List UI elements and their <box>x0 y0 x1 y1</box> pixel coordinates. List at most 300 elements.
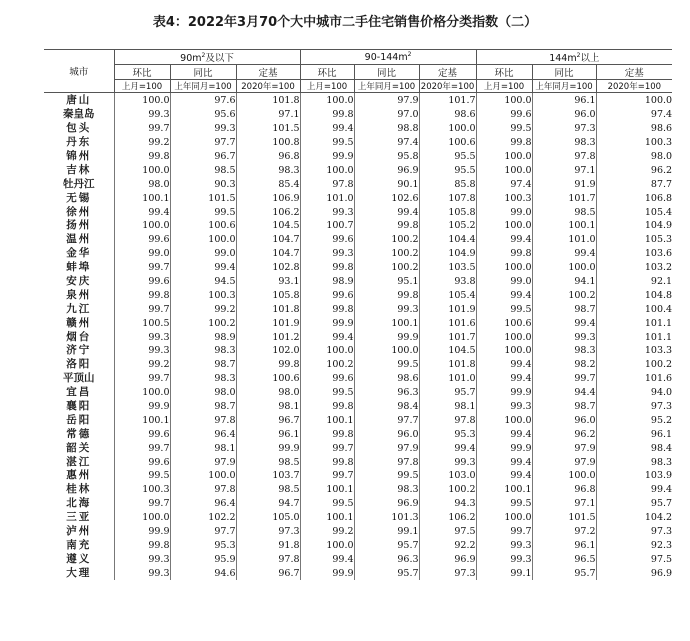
index-value: 100.2 <box>532 288 596 302</box>
index-value: 94.4 <box>532 386 596 400</box>
index-value: 99.3 <box>114 344 170 358</box>
table-row <box>44 191 672 205</box>
index-value: 99.0 <box>476 205 532 219</box>
sub-header-yoy: 同比 <box>532 65 596 80</box>
index-value: 100.0 <box>300 93 354 108</box>
sub-header-row <box>44 65 672 80</box>
index-value: 100.6 <box>170 219 236 233</box>
index-value: 97.3 <box>596 400 672 414</box>
index-value: 99.7 <box>532 372 596 386</box>
index-value: 96.8 <box>236 150 300 164</box>
index-value: 98.5 <box>236 483 300 497</box>
city-name: 泉州 <box>66 288 92 301</box>
index-value: 106.9 <box>236 191 300 205</box>
index-value: 99.4 <box>476 455 532 469</box>
table-row <box>44 413 672 427</box>
index-value: 100.0 <box>476 511 532 525</box>
index-value: 96.7 <box>236 566 300 580</box>
index-value: 99.7 <box>114 441 170 455</box>
index-value: 85.8 <box>419 177 476 191</box>
index-value: 99.8 <box>114 150 170 164</box>
table-row <box>44 455 672 469</box>
sub-header-base: 定基 <box>596 65 672 80</box>
index-value: 99.7 <box>114 497 170 511</box>
index-value: 101.2 <box>236 330 300 344</box>
index-value: 97.9 <box>532 441 596 455</box>
index-value: 105.4 <box>596 205 672 219</box>
index-value: 97.9 <box>354 441 419 455</box>
index-value: 97.1 <box>532 497 596 511</box>
index-value: 99.4 <box>476 427 532 441</box>
index-value: 97.3 <box>596 525 672 539</box>
table-row <box>44 358 672 372</box>
index-value: 100.2 <box>419 483 476 497</box>
index-value: 100.3 <box>114 483 170 497</box>
index-value: 96.9 <box>354 163 419 177</box>
index-value: 99.9 <box>300 316 354 330</box>
index-value: 96.0 <box>354 427 419 441</box>
city-name: 唐山 <box>66 94 92 107</box>
index-value: 100.0 <box>476 413 532 427</box>
index-value: 100.0 <box>419 122 476 136</box>
index-value: 101.8 <box>419 358 476 372</box>
index-value: 96.4 <box>170 497 236 511</box>
index-value: 97.5 <box>596 552 672 566</box>
index-value: 102.6 <box>354 191 419 205</box>
index-value: 97.1 <box>532 163 596 177</box>
index-value: 101.1 <box>596 330 672 344</box>
table-row <box>44 177 672 191</box>
index-value: 100.2 <box>596 358 672 372</box>
index-value: 100.7 <box>300 219 354 233</box>
index-value: 104.7 <box>236 233 300 247</box>
sub-header-mom: 环比 <box>300 65 354 80</box>
index-value: 101.5 <box>170 191 236 205</box>
index-value: 100.0 <box>170 469 236 483</box>
index-value: 99.4 <box>476 233 532 247</box>
index-value: 103.9 <box>596 469 672 483</box>
index-value: 99.3 <box>419 455 476 469</box>
index-value: 99.7 <box>114 122 170 136</box>
index-value: 98.9 <box>300 275 354 289</box>
index-value: 106.8 <box>596 191 672 205</box>
city-name: 赣州 <box>66 316 92 329</box>
city-name: 惠州 <box>66 469 92 482</box>
city-name: 牡丹江 <box>63 177 95 190</box>
index-value: 100.0 <box>114 386 170 400</box>
index-value: 96.2 <box>532 427 596 441</box>
table-row <box>44 261 672 275</box>
index-value: 96.3 <box>354 386 419 400</box>
city-name: 洛阳 <box>66 358 92 371</box>
index-value: 98.6 <box>596 122 672 136</box>
index-value: 93.1 <box>236 275 300 289</box>
index-value: 90.3 <box>170 177 236 191</box>
index-value: 98.6 <box>419 108 476 122</box>
index-value: 99.8 <box>300 455 354 469</box>
index-value: 99.6 <box>300 233 354 247</box>
index-value: 99.2 <box>114 358 170 372</box>
group-header-medium: $90-144m^2$ <box>300 50 476 65</box>
index-value: 94.7 <box>236 497 300 511</box>
city-name: 湛江 <box>66 455 92 468</box>
index-value: 87.7 <box>596 177 672 191</box>
index-value: 99.8 <box>300 427 354 441</box>
base-header-prev-year: 上年同月=100 <box>532 80 596 93</box>
index-value: 101.9 <box>236 316 300 330</box>
index-value: 97.3 <box>419 566 476 580</box>
city-name: 包头 <box>66 122 92 135</box>
table-row <box>44 108 672 122</box>
index-value: 102.0 <box>236 344 300 358</box>
city-name: 温州 <box>66 233 92 246</box>
index-value: 99.5 <box>354 358 419 372</box>
sub-header-mom: 环比 <box>476 65 532 80</box>
index-value: 103.3 <box>596 344 672 358</box>
index-value: 92.3 <box>596 539 672 553</box>
index-value: 96.2 <box>596 163 672 177</box>
index-value: 100.0 <box>532 261 596 275</box>
city-name: 安庆 <box>66 275 92 288</box>
index-value: 99.3 <box>354 302 419 316</box>
city-name: 烟台 <box>66 330 92 343</box>
index-value: 98.3 <box>354 483 419 497</box>
index-value: 100.5 <box>114 316 170 330</box>
city-name: 三亚 <box>66 511 92 524</box>
index-value: 99.5 <box>354 469 419 483</box>
index-value: 100.8 <box>236 136 300 150</box>
index-value: 100.0 <box>476 163 532 177</box>
index-value: 104.7 <box>236 247 300 261</box>
index-value: 104.5 <box>236 219 300 233</box>
index-value: 99.1 <box>476 566 532 580</box>
table-body <box>44 93 672 581</box>
index-value: 97.5 <box>419 525 476 539</box>
index-value: 95.3 <box>170 539 236 553</box>
index-value: 99.5 <box>300 497 354 511</box>
city-name: 秦皇岛 <box>63 108 95 121</box>
index-value: 101.0 <box>532 233 596 247</box>
city-name: 遵义 <box>66 552 92 565</box>
index-value: 100.0 <box>476 261 532 275</box>
index-value: 100.3 <box>170 288 236 302</box>
index-value: 98.7 <box>170 400 236 414</box>
index-value: 99.9 <box>300 566 354 580</box>
index-value: 98.1 <box>170 441 236 455</box>
index-value: 99.0 <box>476 275 532 289</box>
table-row <box>44 275 672 289</box>
index-value: 94.5 <box>170 275 236 289</box>
table-row <box>44 122 672 136</box>
index-value: 101.0 <box>300 191 354 205</box>
table-row <box>44 441 672 455</box>
index-value: 104.2 <box>596 511 672 525</box>
base-header-prev-year: 上年同月=100 <box>354 80 419 93</box>
index-value: 99.8 <box>354 288 419 302</box>
index-value: 99.5 <box>476 122 532 136</box>
index-value: 102.2 <box>170 511 236 525</box>
table-row <box>44 427 672 441</box>
index-value: 99.3 <box>532 330 596 344</box>
index-value: 106.2 <box>236 205 300 219</box>
city-name: 襄阳 <box>66 400 92 413</box>
index-value: 99.2 <box>300 525 354 539</box>
index-value: 95.7 <box>596 497 672 511</box>
index-value: 99.8 <box>236 358 300 372</box>
index-value: 100.1 <box>476 483 532 497</box>
base-header-2020: 2020年=100 <box>236 80 300 93</box>
index-value: 99.6 <box>114 275 170 289</box>
table-row <box>44 316 672 330</box>
index-value: 103.0 <box>419 469 476 483</box>
city-name: 桂林 <box>66 483 92 496</box>
index-value: 101.8 <box>236 302 300 316</box>
index-value: 99.8 <box>114 288 170 302</box>
index-value: 99.7 <box>476 525 532 539</box>
index-value: 98.9 <box>170 330 236 344</box>
base-header-prev-month: 上月=100 <box>300 80 354 93</box>
city-name: 岳阳 <box>66 413 92 426</box>
index-value: 97.4 <box>596 108 672 122</box>
index-value: 99.6 <box>114 455 170 469</box>
index-value: 105.8 <box>236 288 300 302</box>
index-value: 92.1 <box>596 275 672 289</box>
table-row <box>44 566 672 580</box>
city-name: 北海 <box>66 497 92 510</box>
table-row <box>44 525 672 539</box>
index-value: 99.4 <box>354 205 419 219</box>
index-value: 100.3 <box>476 191 532 205</box>
index-value: 100.0 <box>300 539 354 553</box>
base-header-2020: 2020年=100 <box>419 80 476 93</box>
index-value: 98.5 <box>532 205 596 219</box>
index-value: 85.4 <box>236 177 300 191</box>
index-value: 100.2 <box>300 358 354 372</box>
index-value: 100.2 <box>354 261 419 275</box>
index-value: 99.6 <box>300 372 354 386</box>
index-value: 97.8 <box>532 150 596 164</box>
index-value: 100.0 <box>114 219 170 233</box>
index-value: 100.0 <box>114 511 170 525</box>
index-value: 101.1 <box>596 316 672 330</box>
index-value: 99.5 <box>476 302 532 316</box>
index-value: 99.3 <box>114 330 170 344</box>
index-value: 95.5 <box>419 163 476 177</box>
index-value: 100.1 <box>354 316 419 330</box>
index-value: 98.4 <box>596 441 672 455</box>
index-value: 95.5 <box>419 150 476 164</box>
index-value: 103.5 <box>419 261 476 275</box>
index-value: 96.0 <box>532 413 596 427</box>
index-value: 99.2 <box>114 136 170 150</box>
index-value: 99.4 <box>170 261 236 275</box>
index-value: 99.4 <box>596 483 672 497</box>
index-value: 104.8 <box>596 288 672 302</box>
index-value: 97.4 <box>476 177 532 191</box>
index-value: 98.1 <box>419 400 476 414</box>
index-value: 95.6 <box>170 108 236 122</box>
index-value: 99.9 <box>300 150 354 164</box>
index-value: 97.6 <box>170 93 236 108</box>
table-row <box>44 372 672 386</box>
index-value: 98.4 <box>354 400 419 414</box>
index-value: 100.2 <box>354 247 419 261</box>
index-value: 100.6 <box>476 316 532 330</box>
index-value: 94.3 <box>419 497 476 511</box>
city-name: 大理 <box>66 566 92 579</box>
index-value: 99.1 <box>354 525 419 539</box>
city-name: 韶关 <box>66 441 92 454</box>
index-value: 100.4 <box>596 302 672 316</box>
index-value: 99.8 <box>354 219 419 233</box>
index-value: 99.4 <box>476 288 532 302</box>
index-value: 97.9 <box>532 455 596 469</box>
table-row <box>44 469 672 483</box>
index-value: 97.8 <box>354 455 419 469</box>
index-value: 99.7 <box>114 302 170 316</box>
index-value: 100.0 <box>476 219 532 233</box>
table-row <box>44 330 672 344</box>
index-value: 100.1 <box>300 483 354 497</box>
index-value: 98.0 <box>236 386 300 400</box>
index-value: 94.0 <box>596 386 672 400</box>
index-value: 95.8 <box>354 150 419 164</box>
table-row <box>44 247 672 261</box>
index-value: 98.3 <box>532 136 596 150</box>
index-value: 95.1 <box>354 275 419 289</box>
index-value: 99.3 <box>476 539 532 553</box>
sub-header-yoy: 同比 <box>354 65 419 80</box>
index-value: 97.8 <box>300 177 354 191</box>
index-value: 98.3 <box>532 344 596 358</box>
table-row <box>44 539 672 553</box>
index-value: 101.9 <box>419 302 476 316</box>
index-value: 95.7 <box>419 386 476 400</box>
index-value: 98.5 <box>236 455 300 469</box>
index-value: 99.7 <box>300 469 354 483</box>
index-value: 99.8 <box>476 136 532 150</box>
index-value: 101.7 <box>419 93 476 108</box>
index-value: 105.8 <box>419 205 476 219</box>
index-value: 100.0 <box>354 344 419 358</box>
index-value: 99.9 <box>476 386 532 400</box>
index-value: 104.5 <box>419 344 476 358</box>
index-value: 97.9 <box>354 93 419 108</box>
index-value: 100.1 <box>114 413 170 427</box>
city-name: 宜昌 <box>66 386 92 399</box>
index-value: 99.3 <box>476 400 532 414</box>
index-value: 99.3 <box>114 552 170 566</box>
index-value: 99.8 <box>300 108 354 122</box>
table-row <box>44 93 672 108</box>
index-value: 100.6 <box>236 372 300 386</box>
index-value: 100.0 <box>114 163 170 177</box>
index-value: 98.0 <box>596 150 672 164</box>
city-column-header: 城市 <box>44 50 114 93</box>
index-value: 97.4 <box>354 136 419 150</box>
index-value: 101.6 <box>596 372 672 386</box>
index-value: 101.8 <box>236 93 300 108</box>
index-value: 101.7 <box>532 191 596 205</box>
city-name: 丹东 <box>66 136 92 149</box>
index-value: 97.7 <box>170 136 236 150</box>
index-value: 96.9 <box>596 566 672 580</box>
index-value: 96.9 <box>419 552 476 566</box>
city-name: 扬州 <box>66 219 92 232</box>
index-value: 101.5 <box>532 511 596 525</box>
index-value: 100.0 <box>300 344 354 358</box>
index-value: 100.2 <box>354 233 419 247</box>
index-value: 97.8 <box>170 413 236 427</box>
city-name: 蚌埠 <box>66 261 92 274</box>
base-header-prev-month: 上月=100 <box>476 80 532 93</box>
index-value: 99.4 <box>476 358 532 372</box>
index-value: 103.2 <box>596 261 672 275</box>
index-value: 96.7 <box>236 413 300 427</box>
index-value: 99.9 <box>114 525 170 539</box>
index-value: 99.4 <box>532 247 596 261</box>
city-name: 无锡 <box>66 191 92 204</box>
index-value: 99.3 <box>170 122 236 136</box>
index-value: 95.2 <box>596 413 672 427</box>
index-value: 100.3 <box>596 136 672 150</box>
index-value: 100.6 <box>419 136 476 150</box>
index-value: 96.8 <box>532 483 596 497</box>
index-value: 97.8 <box>419 413 476 427</box>
index-value: 96.3 <box>354 552 419 566</box>
city-name: 南充 <box>66 538 92 551</box>
index-value: 98.3 <box>170 372 236 386</box>
index-value: 104.9 <box>419 247 476 261</box>
index-value: 99.7 <box>114 372 170 386</box>
table-row <box>44 288 672 302</box>
table-row <box>44 400 672 414</box>
city-name: 九江 <box>66 302 92 315</box>
index-value: 101.7 <box>419 330 476 344</box>
group-header-small: $90m^2$及以下 <box>114 50 300 65</box>
index-value: 98.2 <box>532 358 596 372</box>
index-value: 95.7 <box>354 539 419 553</box>
table-row <box>44 205 672 219</box>
index-value: 97.0 <box>354 108 419 122</box>
index-value: 97.7 <box>354 413 419 427</box>
index-value: 91.9 <box>532 177 596 191</box>
city-name: 平顶山 <box>63 372 95 385</box>
index-value: 98.3 <box>236 163 300 177</box>
index-value: 99.4 <box>300 122 354 136</box>
index-value: 107.8 <box>419 191 476 205</box>
index-value: 100.2 <box>170 316 236 330</box>
table-row <box>44 150 672 164</box>
table-row <box>44 219 672 233</box>
index-value: 99.7 <box>114 261 170 275</box>
index-value: 98.5 <box>170 163 236 177</box>
index-value: 98.0 <box>114 177 170 191</box>
index-value: 106.2 <box>419 511 476 525</box>
index-value: 104.4 <box>419 233 476 247</box>
index-value: 99.5 <box>114 469 170 483</box>
index-value: 99.2 <box>170 302 236 316</box>
index-value: 100.0 <box>476 344 532 358</box>
city-name: 济宁 <box>66 344 92 357</box>
index-value: 98.8 <box>354 122 419 136</box>
index-value: 103.7 <box>236 469 300 483</box>
index-value: 99.3 <box>300 247 354 261</box>
index-value: 96.9 <box>354 497 419 511</box>
index-value: 98.3 <box>596 455 672 469</box>
index-value: 98.7 <box>532 302 596 316</box>
table-row <box>44 497 672 511</box>
